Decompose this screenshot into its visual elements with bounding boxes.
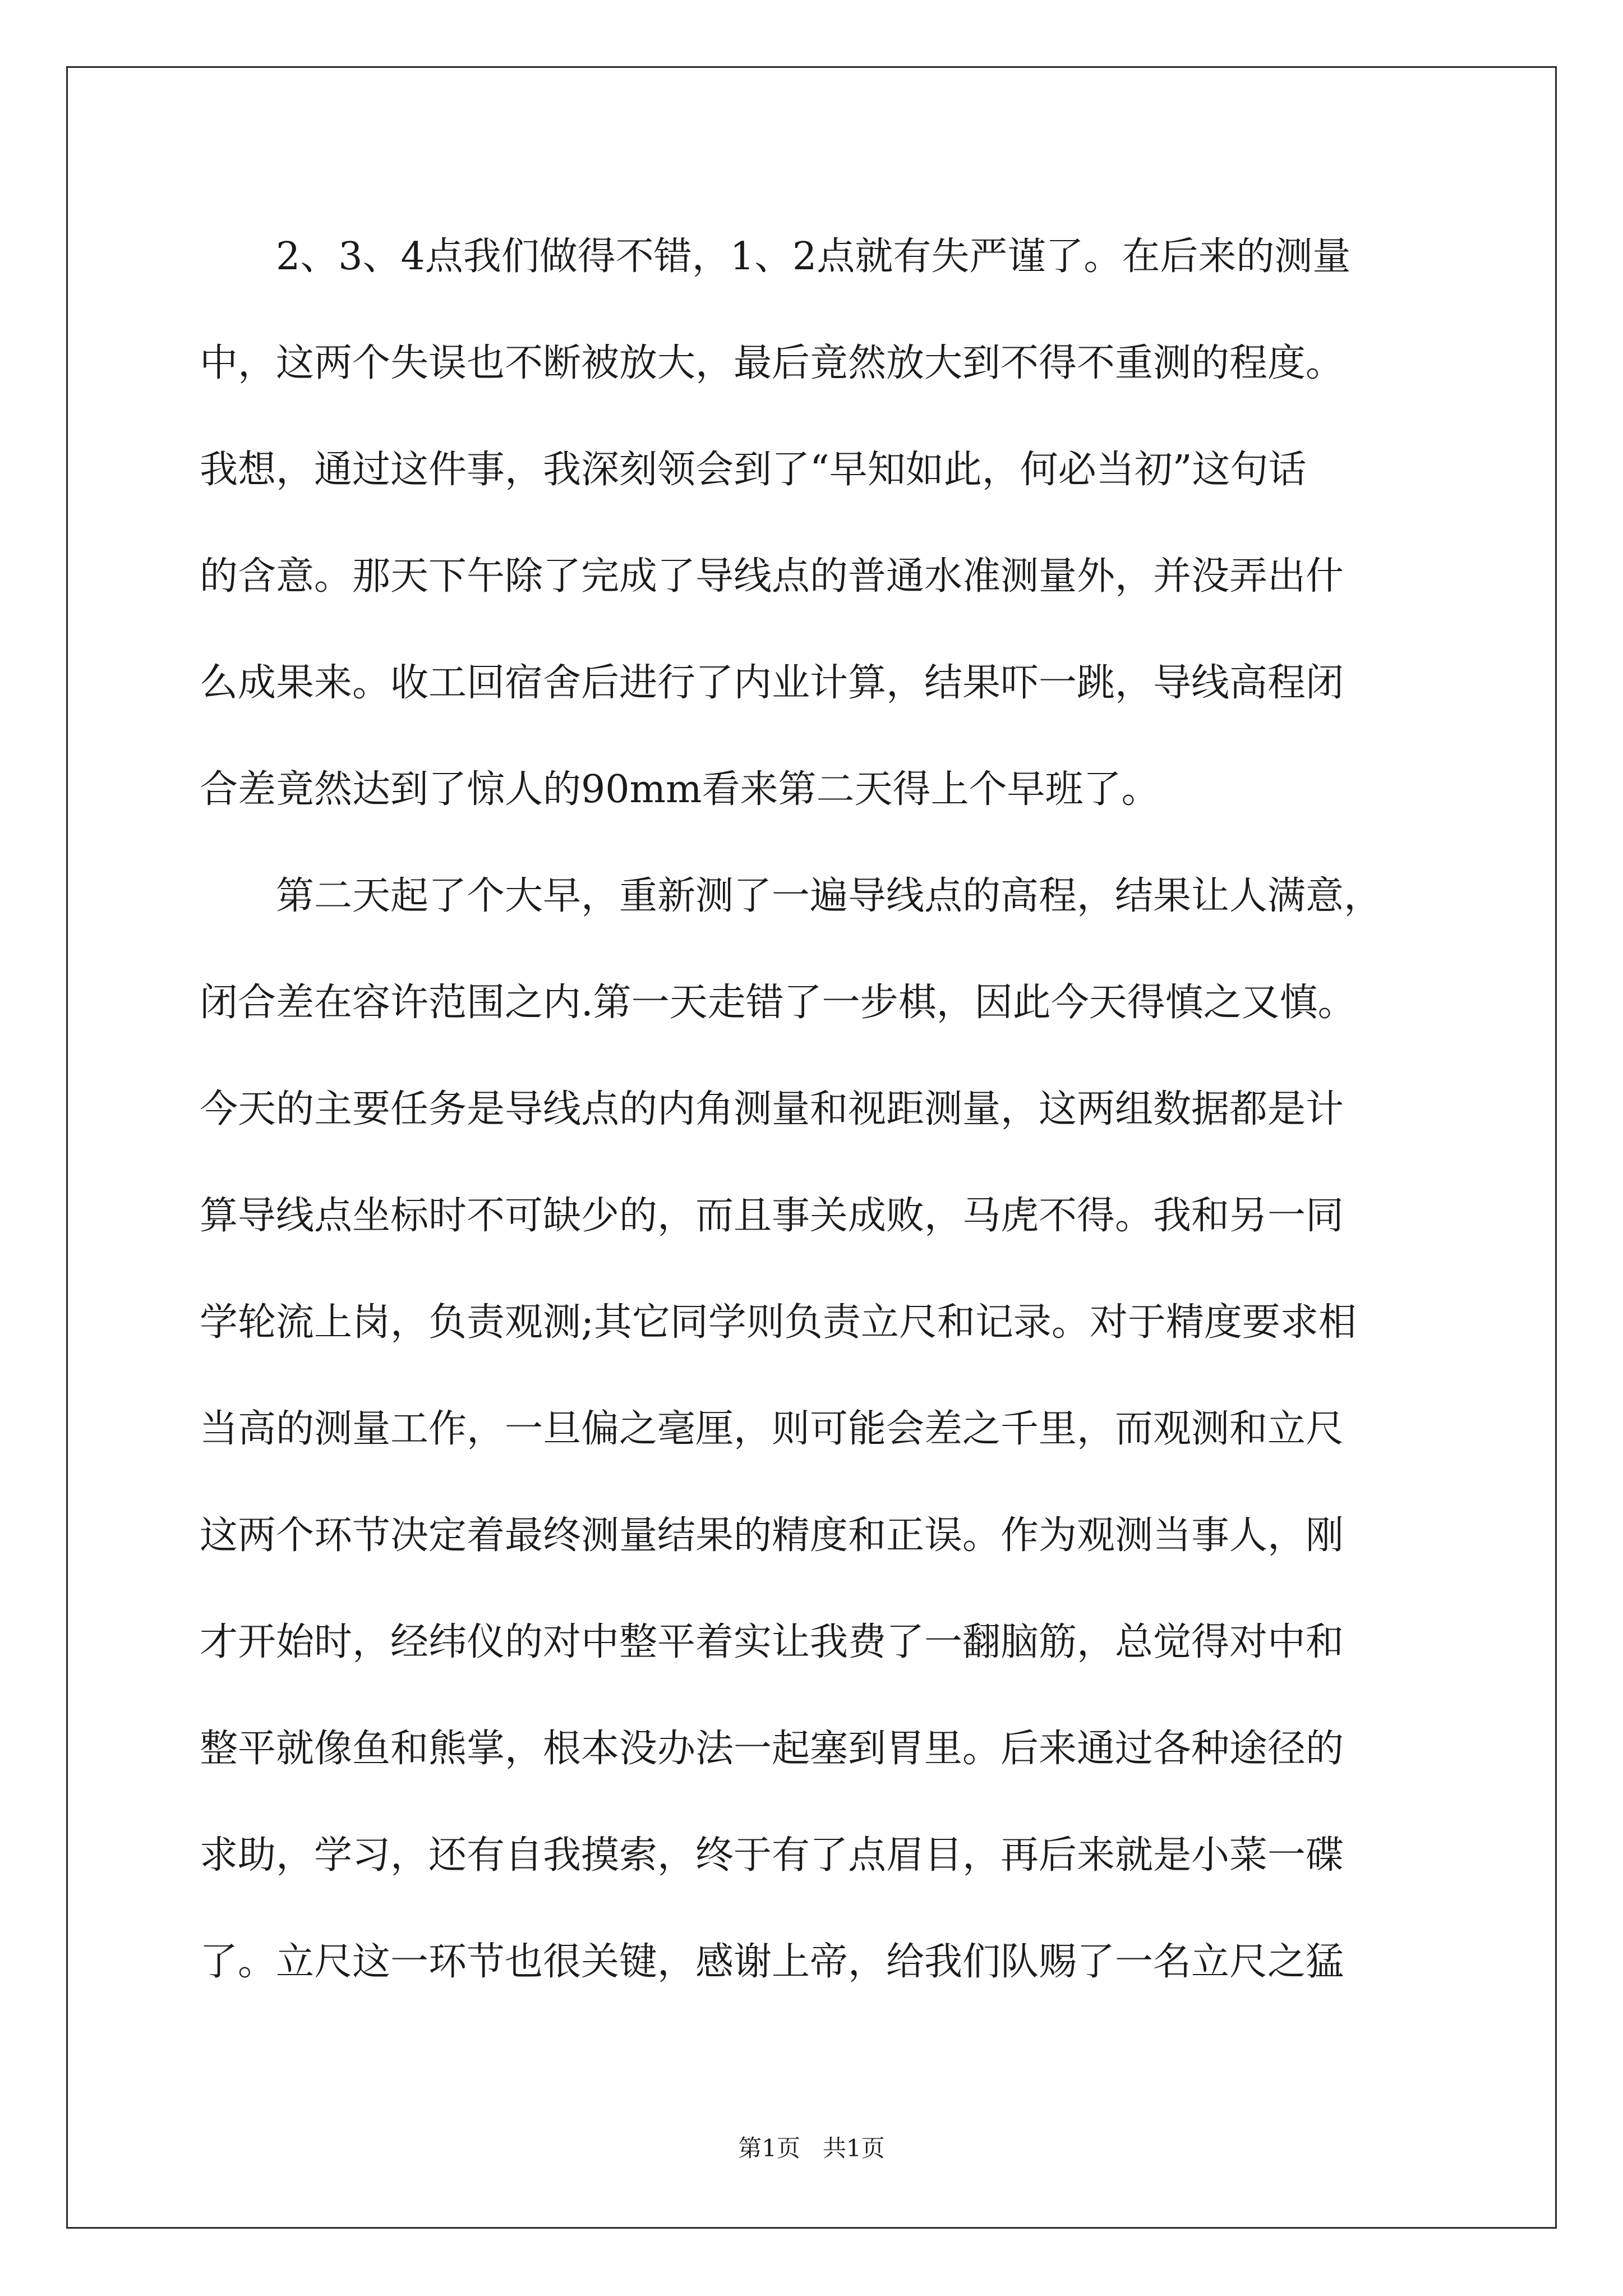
text-line: 整平就像鱼和熊掌，根本没办法一起塞到胃里。后来通过各种途径的 bbox=[200, 1727, 1344, 1771]
text-line: 今天的主要任务是导线点的内角测量和视距测量，这两组数据都是计 bbox=[200, 1087, 1344, 1131]
page-number-footer: 第1页 共1页 bbox=[738, 2134, 885, 2162]
text-line: 才开始时，经纬仪的对中整平着实让我费了一翻脑筋，总觉得对中和 bbox=[200, 1620, 1344, 1664]
text-line: 算导线点坐标时不可缺少的，而且事关成败，马虎不得。我和另一同 bbox=[200, 1194, 1344, 1238]
text-line: 了。立尺这一环节也很关键，感谢上帝，给我们队赐了一名立尺之猛 bbox=[200, 1940, 1344, 1984]
text-line: 我想，通过这件事，我深刻领会到了“早知如此，何必当初”这句话 bbox=[200, 448, 1307, 492]
text-line: 求助，学习，还有自我摸索，终于有了点眉目，再后来就是小菜一碟 bbox=[200, 1833, 1344, 1878]
text-line: 这两个环节决定着最终测量结果的精度和正误。作为观测当事人，刚 bbox=[200, 1513, 1344, 1558]
text-line: 学轮流上岗，负责观测;其它同学则负责立尺和记录。对于精度要求相 bbox=[200, 1300, 1357, 1345]
text-line: 当高的测量工作，一旦偏之毫厘，则可能会差之千里，而观测和立尺 bbox=[200, 1407, 1344, 1451]
text-line: 么成果来。收工回宿舍后进行了内业计算，结果吓一跳，导线高程闭 bbox=[200, 661, 1344, 705]
text-line: 闭合差在容许范围之内.第一天走错了一步棋，因此今天得慎之又慎。 bbox=[200, 981, 1356, 1025]
text-line: 合差竟然达到了惊人的90mm看来第二天得上个早班了。 bbox=[200, 767, 1160, 812]
text-line: 2、3、4点我们做得不错，1、2点就有失严谨了。在后来的测量 bbox=[200, 234, 1351, 279]
text-line: 第二天起了个大早，重新测了一遍导线点的高程，结果让人满意， bbox=[200, 874, 1382, 918]
text-line: 的含意。那天下午除了完成了导线点的普通水准测量外，并没弄出什 bbox=[200, 554, 1344, 599]
text-line: 中，这两个失误也不断被放大，最后竟然放大到不得不重测的程度。 bbox=[200, 341, 1344, 385]
